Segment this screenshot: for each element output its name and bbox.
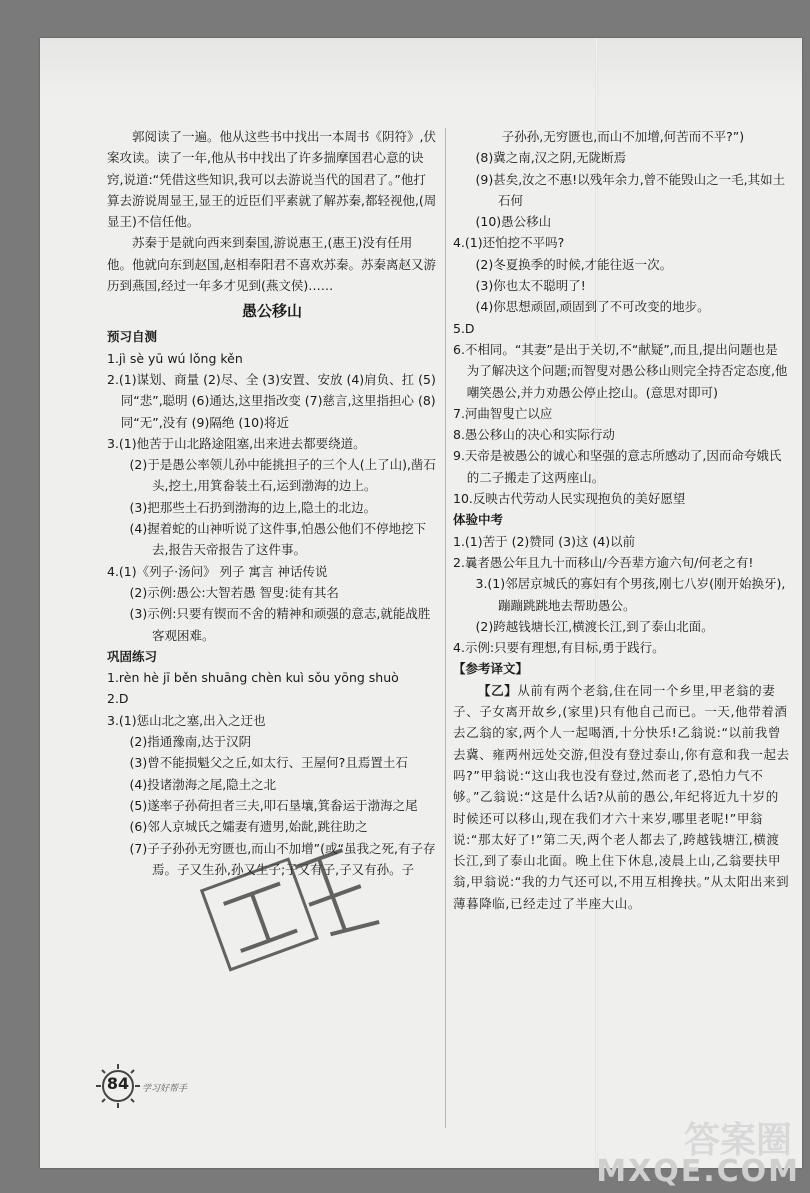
document-page — [40, 38, 802, 1168]
answer-line: (7)子子孙孙无穷匮也,而山不加增”(或“虽我之死,有子存焉。子又生孙,孙又生子;子又有子,子又有孙。子 — [129, 840, 436, 877]
exam-answers — [453, 531, 790, 659]
column-divider — [445, 128, 446, 1128]
answer-line: 子孙孙,无穷匮也,而山不加增,何苦而不平?”) — [501, 129, 745, 144]
footer-tag: 学习好帮手 — [142, 1084, 188, 1094]
answer-line: (8)冀之南,汉之阴,无陇断焉 — [475, 150, 627, 166]
left-column — [107, 126, 437, 880]
answer-line: 苏秦于是就向西来到秦国,游说惠王,(惠王)没有任用他。他就向东到赵国,赵相奉阳君不喜欢苏秦。苏秦离赵又游历到燕国,经过一年多才见到(燕文侯)…… — [107, 235, 436, 294]
page-number-badge — [95, 1063, 141, 1109]
answer-line: 2.(1)谋划、商量 (2)尽、全 (3)安置、安放 (4)肩负、扛 (5)同“悲”,聪明 (6)通达,这里指改变 (7)慈言,这里指担心 (8)同“无”,没有 (9)隔绝 (10)将近 — [107, 371, 436, 430]
answer-line: 8.愚公移山的决心和实际行动 — [453, 427, 615, 443]
answer-line: (3)曾不能损魁父之丘,如太行、王屋何?且焉置土石 — [129, 755, 408, 771]
answer-line: (4)握着蛇的山神听说了这件事,怕愚公他们不停地挖下去,报告天帝报告了这件事。 — [129, 521, 427, 558]
heading-exam-experience: 体验中考 — [453, 512, 504, 528]
answer-line: 3.(1)惩山北之塞,出入之迂也 — [107, 712, 266, 728]
answer-line: 10.反映古代劳动人民实现抱负的美好愿望 — [453, 491, 686, 507]
answer-line: 4.示例:只要有理想,有目标,勇于践行。 — [453, 640, 665, 656]
answer-line: (2)指通豫南,达于汉阴 — [129, 734, 252, 750]
answer-line: 6.不相同。“其妻”是出于关切,不“献疑”,而且,提出问题也是为了解决这个问题;而智叟对愚公移山则完全持否定态度,他嘲笑愚公,并力劝愚公停止挖山。(意思对即可) — [453, 341, 788, 400]
preview-answers — [107, 348, 437, 646]
continued-answers — [453, 126, 790, 509]
heading-consolidation: 巩固练习 — [107, 648, 158, 664]
answer-line: 4.(1)还怕挖不平吗? — [453, 235, 565, 251]
answer-line: 7.河曲智叟亡以应 — [453, 405, 553, 421]
translation-label: 【乙】 — [478, 682, 518, 698]
answer-line: 9.天帝是被愚公的诚心和坚强的意志所感动了,因而命夸娥氏的二子搬走了这两座山。 — [453, 448, 782, 485]
answer-line: 1.(1)苦于 (2)赞同 (3)这 (4)以前 — [453, 533, 636, 549]
answer-line: 1.rèn hè jī běn shuāng chèn kuì sǒu yōng shuò — [107, 670, 399, 686]
answer-line: (10)愚公移山 — [475, 214, 552, 230]
answer-line: 2.曩者愚公年且九十而移山/今吾辈方逾六旬/何老之有! — [453, 554, 754, 570]
answer-line: 2.D — [107, 691, 129, 707]
answer-line: (4)投诸渤海之尾,隐土之北 — [129, 776, 277, 792]
answer-line: 1.jì sè yū wú lǒng kěn — [107, 350, 243, 366]
answer-line: (3)把那些土石扔到渤海的边上,隐土的北边。 — [129, 499, 377, 515]
answer-line: (5)遂率子孙荷担者三夫,叩石垦壤,箕畚运于渤海之尾 — [129, 797, 418, 813]
translation-text: 从前有两个老翁,住在同一个乡里,甲老翁的妻子、子女离开故乡,(家里)只有他自己而已。一天,他带着酒去乙翁的家,两个人一起喝酒,十分快乐!乙翁说:“以前我曾去冀、雍两州远处交游,但没有登过泰山,你有意和我一起去吗?”甲翁说:“这山我也没有登过,然而老了,恐怕力气不够。”乙翁说:“这是什么话?从前的愚公,年纪将近九十岁的时候还可以移山,现在我们才六十来岁,哪里老呢!”甲翁说:“那太好了!”第二天,两个老人都去了,跨越钱塘江,横渡长江,到了泰山北面。晚上住下休息,凌晨上山,乙翁要扶甲翁,甲翁说:“我的力气还可以,不用互相搀扶。”从太阳出来到薄暮降临,已经走过了半座大山。 — [453, 682, 790, 911]
watermark-cn: 答案圈 — [683, 1120, 792, 1161]
answer-line: (2)示例:愚公:大智若愚 智叟:徒有其名 — [129, 584, 339, 600]
heading-reference-translation: 【参考译文】 — [453, 661, 529, 677]
answer-line: (9)甚矣,汝之不惠!以残年余力,曾不能毁山之一毛,其如土石何 — [475, 171, 786, 208]
answer-line: (6)邻人京城氏之孀妻有遗男,始龀,跳往助之 — [129, 819, 368, 835]
answer-line: 4.(1)《列子·汤问》 列子 寓言 神话传说 — [107, 563, 328, 579]
heading-preview-test: 预习自测 — [107, 329, 158, 345]
intro-passage — [107, 126, 437, 296]
answer-line: (3)示例:只要有锲而不舍的精神和顽强的意志,就能战胜客观困难。 — [129, 606, 431, 643]
answer-line: 3.(1)他苦于山北路途阻塞,出来进去都要绕道。 — [107, 435, 366, 451]
consolidation-answers — [107, 667, 437, 880]
answer-line: (3)你也太不聪明了! — [475, 278, 586, 294]
answer-line: (2)冬夏换季的时候,才能往返一次。 — [475, 256, 673, 272]
section-title: 愚公移山 — [241, 302, 302, 321]
answer-line: 5.D — [453, 320, 475, 336]
answer-line: 3.(1)邻居京城氏的寡妇有个男孩,刚七八岁(刚开始换牙),蹦蹦跳跳地去帮助愚公。 — [475, 576, 786, 613]
translation-passage — [453, 680, 790, 914]
page-number: 84 — [106, 1074, 130, 1093]
answer-line: 郭阅读了一遍。他从这些书中找出一本周书《阴符》,伏案攻读。读了一年,他从书中找出了许多揣摩国君心意的诀窍,说道:“凭借这些知识,我可以去游说当代的国君了。”他打算去游说周显王,显王的近臣们平素就了解苏秦,都轻视他,(周显王)不信任他。 — [107, 129, 437, 230]
right-column — [453, 126, 790, 914]
answer-line: (2)于是愚公率领儿孙中能挑担子的三个人(上了山),凿石头,挖土,用箕畚装土石,运到渤海的边上。 — [129, 457, 436, 494]
answer-line: (2)跨越钱塘长江,横渡长江,到了泰山北面。 — [475, 618, 714, 634]
watermark: MXQE.COM — [596, 1154, 800, 1189]
answer-line: (4)你思想顽固,顽固到了不可改变的地步。 — [475, 299, 710, 315]
